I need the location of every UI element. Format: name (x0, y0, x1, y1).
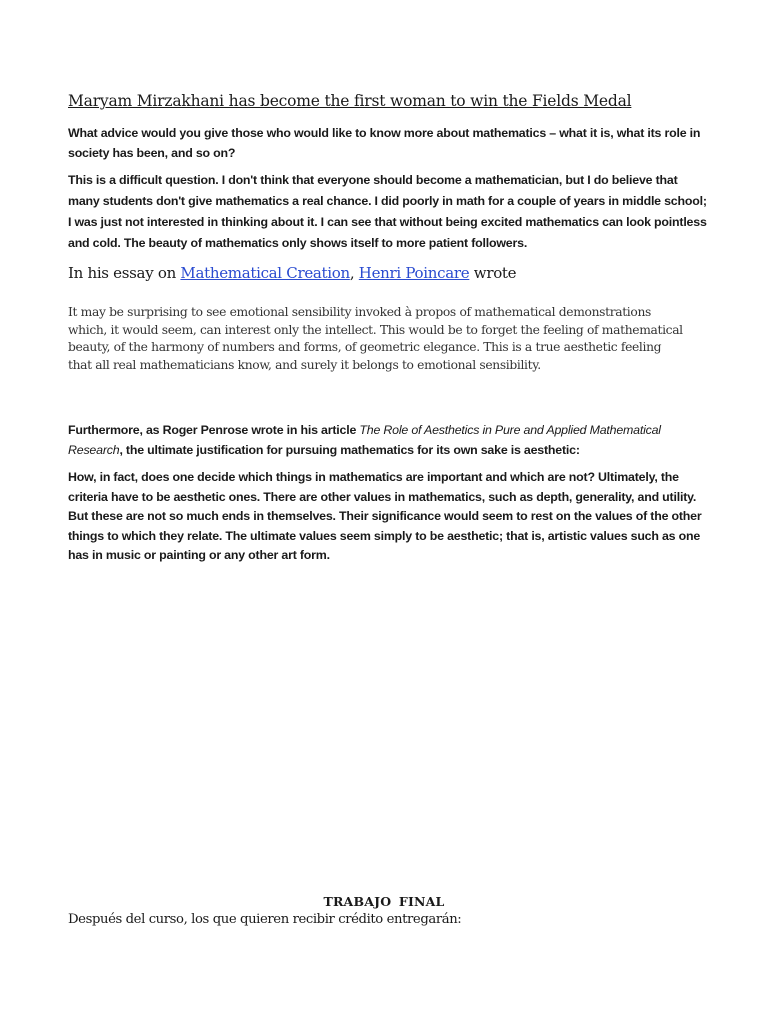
final-heading-text: TRABAJO FINAL (323, 894, 445, 909)
furthermore-lead: Furthermore, as Roger Penrose wrote in his article (68, 423, 360, 437)
essay-intro (68, 264, 708, 282)
interview-answer: This is a difficult question. I don't think that everyone should become a mathematician, but I do believe that many students don't give mathematics a real chance. I did poorly in math for a couple of years in middle school; I was just not interested in thinking about it. I can see that without being excited mathematics can look pointless and cold. The beauty of mathematics only shows itself to more patient followers. (68, 173, 707, 250)
essay-separator: , (349, 264, 359, 282)
penrose-quote: How, in fact, does one decide which things in mathematics are important and which are not? Ultimately, the criteria have to be aesthetic ones. There are other values in mathematics, such as depth, generality, and utility. But these are not so much ends in themselves. Their significance would seem to rest on the values of the other things to which they relate. The ultimate values seem simply to be aesthetic; that is, artistic values such as one has in music or painting or any other art form. (68, 470, 702, 562)
essay-prefix: In his essay on (68, 264, 181, 282)
furthermore-paragraph (68, 421, 708, 460)
henri-poincare-link[interactable]: Henri Poincare (358, 264, 470, 282)
interview-question: What advice would you give those who would like to know more about mathematics – what it is, what its role in society has been, and so on? (68, 126, 701, 160)
article-title: Maryam Mirzakhani has become the first woman to win the Fields Medal (68, 92, 632, 110)
essay-suffix: wrote (469, 264, 517, 282)
final-heading (0, 894, 768, 909)
furthermore-tail: , the ultimate justification for pursuing mathematics for its own sake is aesthetic: (119, 442, 580, 457)
mathematical-creation-link[interactable]: Mathematical Creation (180, 264, 350, 282)
poincare-quote: It may be surprising to see emotional sensibility invoked à propos of mathematical demonstrations which, it would seem, can interest only the intellect. This would be to forget the feeling of mathematical beauty, of the harmony of numbers and forms, of geometric elegance. This is a true aesthetic feeling that all real mathematicians know, and surely it belongs to emotional sensibility. (68, 305, 683, 373)
final-text: Después del curso, los que quieren recibir crédito entregarán: (68, 912, 462, 927)
penrose-article-title: The Role of Aesthetics in Pure and Applied Mathematical Research (68, 423, 661, 457)
